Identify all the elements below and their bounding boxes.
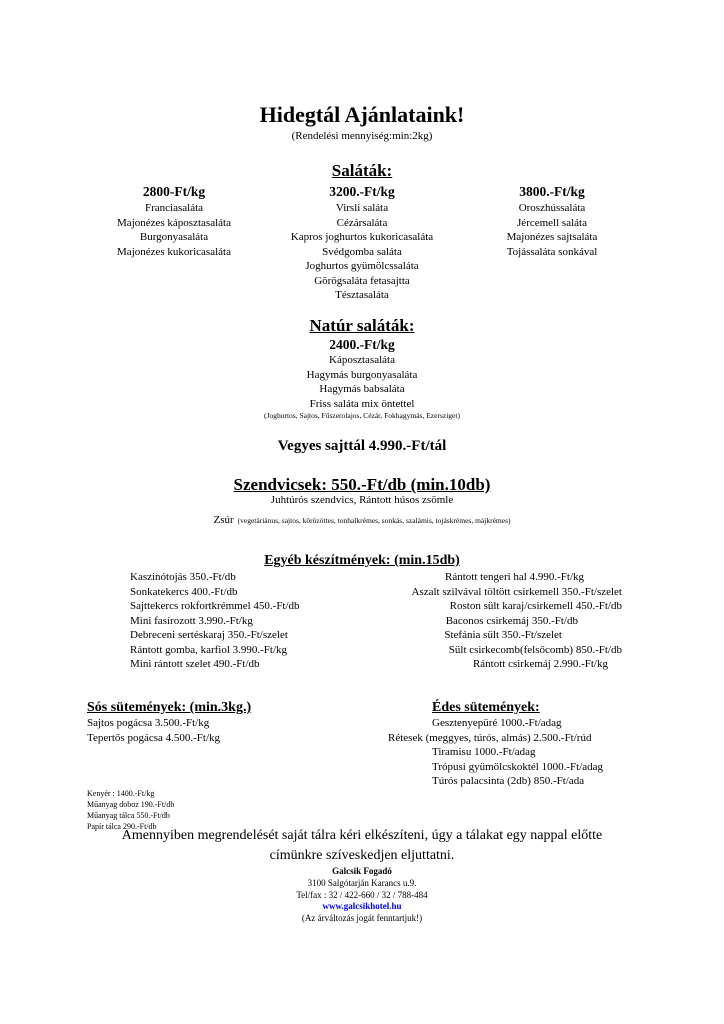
list-item: Trópusi gyümölcskoktél 1000.-Ft/adag — [432, 760, 604, 773]
extras-list — [87, 788, 174, 832]
list-item: Sült csirkecomb(felsőcomb) 850.-Ft/db — [448, 643, 622, 656]
list-item: Görögsaláta fetasajtta — [314, 274, 410, 287]
list-item: Majonézes kukoricasaláta — [117, 245, 231, 258]
list-item: Stefánia sült 350.-Ft/szelet — [444, 629, 562, 641]
list-item: Majonézes sajtsaláta — [506, 231, 598, 243]
list-item: Mini rántott szelet 490.-Ft/db — [130, 658, 260, 670]
footer-disclaimer: (Az árváltozás jogát fenntartjuk!) — [301, 913, 423, 923]
list-item: Kenyér : 1400.-Ft/kg — [87, 789, 155, 798]
list-item: Tiramisu 1000.-Ft/adag — [432, 746, 536, 758]
list-item: Joghurtos gyümölcssaláta — [305, 260, 419, 272]
savory-heading: Sós sütemények: (min.3kg.) — [87, 700, 252, 715]
natur-list — [212, 336, 512, 411]
list-item: Kapros joghurtos kukoricasaláta — [290, 231, 434, 243]
list-item: Hagymás babsaláta — [319, 383, 405, 395]
list-item: Túrós palacsinta (2db) 850.-Ft/ada — [432, 775, 585, 787]
list-item: Rántott gomba, karfiol 3.990.-Ft/kg — [130, 643, 288, 656]
salads-column-1 — [74, 182, 274, 259]
natur-heading: Natúr saláták: — [309, 316, 415, 335]
list-item: Tepertős pogácsa 4.500.-Ft/kg — [87, 731, 221, 744]
list-item: Sajttekercs rokfortkrémmel 450.-Ft/db — [130, 600, 300, 612]
page-subtitle: (Rendelési mennyiség:min:2kg) — [291, 130, 433, 142]
natur-price: 2400.-Ft/kg — [329, 337, 395, 352]
list-item: Jércemell saláta — [517, 216, 587, 229]
list-item: Sonkatekercs 400.-Ft/db — [130, 585, 238, 598]
sandwiches-zsur — [0, 510, 724, 528]
salads-price-3: 3800.-Ft/kg — [519, 184, 585, 199]
other-right-list — [412, 570, 622, 672]
other-heading: Egyéb készítmények: (min.15db) — [264, 553, 460, 568]
list-item: Roston sült karaj/csirkemell 450.-Ft/db — [449, 600, 622, 612]
list-item: Friss saláta mix öntettel — [309, 397, 415, 410]
sandwiches-heading: Szendvicsek: 550.-Ft/db (min.10db) — [233, 475, 491, 494]
salads-column-2 — [262, 182, 462, 303]
list-item: Tésztasaláta — [335, 289, 389, 301]
list-item: Mini fasírozott 3.990.-Ft/kg — [130, 614, 253, 627]
sandwiches-line: Juhtúrós szendvics, Rántott húsos zsömle — [270, 494, 454, 506]
list-item: Gesztenyepüré 1000.-Ft/adag — [432, 717, 562, 729]
list-item: Hagymás burgonyasaláta — [306, 368, 418, 381]
list-item: Burgonyasaláta — [139, 231, 209, 243]
list-item: Virsli saláta — [335, 202, 389, 214]
footer-phone: Tel/fax : 32 / 422-660 / 32 / 788-484 — [296, 890, 428, 900]
list-item: Majonézes káposztasaláta — [117, 216, 231, 229]
footer-address: 3100 Salgótarján Karancs u.9. — [307, 878, 417, 888]
list-item: Sajtos pogácsa 3.500.-Ft/kg — [87, 717, 210, 729]
list-item: Aszalt szilvával töltött csirkemell 350.-Ft/szelet — [411, 585, 622, 598]
other-left-list — [130, 570, 300, 672]
list-item: Svédgomba saláta — [322, 245, 402, 258]
natur-dressings: (Joghurtos, Sajtos, Fűszerolajos, Cézár, Fokhagymás, Ezersziget) — [264, 411, 460, 420]
list-item: Műanyag tálca 550.-Ft/db — [87, 811, 170, 820]
salads-column-3 — [472, 182, 632, 259]
zsur-label: Zsúr — [213, 514, 234, 526]
website-link[interactable]: www.galcsikhotel.hu — [322, 901, 402, 911]
list-item: Tojássaláta sonkával — [506, 245, 598, 258]
list-item: Baconos csirkemáj 350.-Ft/db — [445, 614, 578, 627]
list-item: Rétesek (meggyes, túrós, almás) 2.500.-Ft/rúd — [388, 731, 592, 744]
list-item: Papír tálca 290.-Ft/db — [87, 822, 157, 831]
list-item: Oroszhússaláta — [518, 202, 586, 214]
footer-name: Galcsik Fogadó — [332, 866, 392, 876]
notice-line-2: címünkre szíveskedjen eljuttatni. — [269, 848, 455, 863]
list-item: Franciasaláta — [144, 202, 204, 214]
list-item: Káposztasaláta — [329, 354, 395, 366]
list-item: Debreceni sertéskaraj 350.-Ft/szelet — [130, 629, 288, 641]
footer-website-row — [0, 901, 724, 911]
sweet-list — [388, 716, 603, 789]
mixed-cheese-plate: Vegyes sajttál 4.990.-Ft/tál — [277, 438, 447, 454]
list-item: Cézársaláta — [336, 216, 388, 229]
savory-list — [87, 716, 220, 745]
salads-price-2: 3200.-Ft/kg — [329, 184, 395, 199]
list-item: Rántott csirkemáj 2.990.-Ft/kg — [472, 658, 608, 670]
salads-price-1: 2800-Ft/kg — [142, 184, 206, 199]
list-item: Kaszinótojás 350.-Ft/db — [130, 571, 236, 583]
notice-line-1: Amennyiben megrendelését saját tálra kéri elkészíteni, úgy a tálakat egy nappal előtte — [121, 828, 603, 843]
list-item: Rántott tengeri hal 4.990.-Ft/kg — [444, 571, 584, 583]
zsur-detail: (vegetáriánus, sajtos, kőrözöttes, tonhalkrémes, sonkás, szalámis, tojáskrémes, májkrémes) — [237, 516, 511, 525]
sweet-heading: Édes sütemények: — [432, 700, 540, 715]
list-item: Műanyag doboz 190.-Ft/db — [87, 800, 175, 809]
page-title: Hidegtál Ajánlataink! — [259, 102, 465, 127]
salads-heading: Saláták: — [331, 161, 393, 180]
